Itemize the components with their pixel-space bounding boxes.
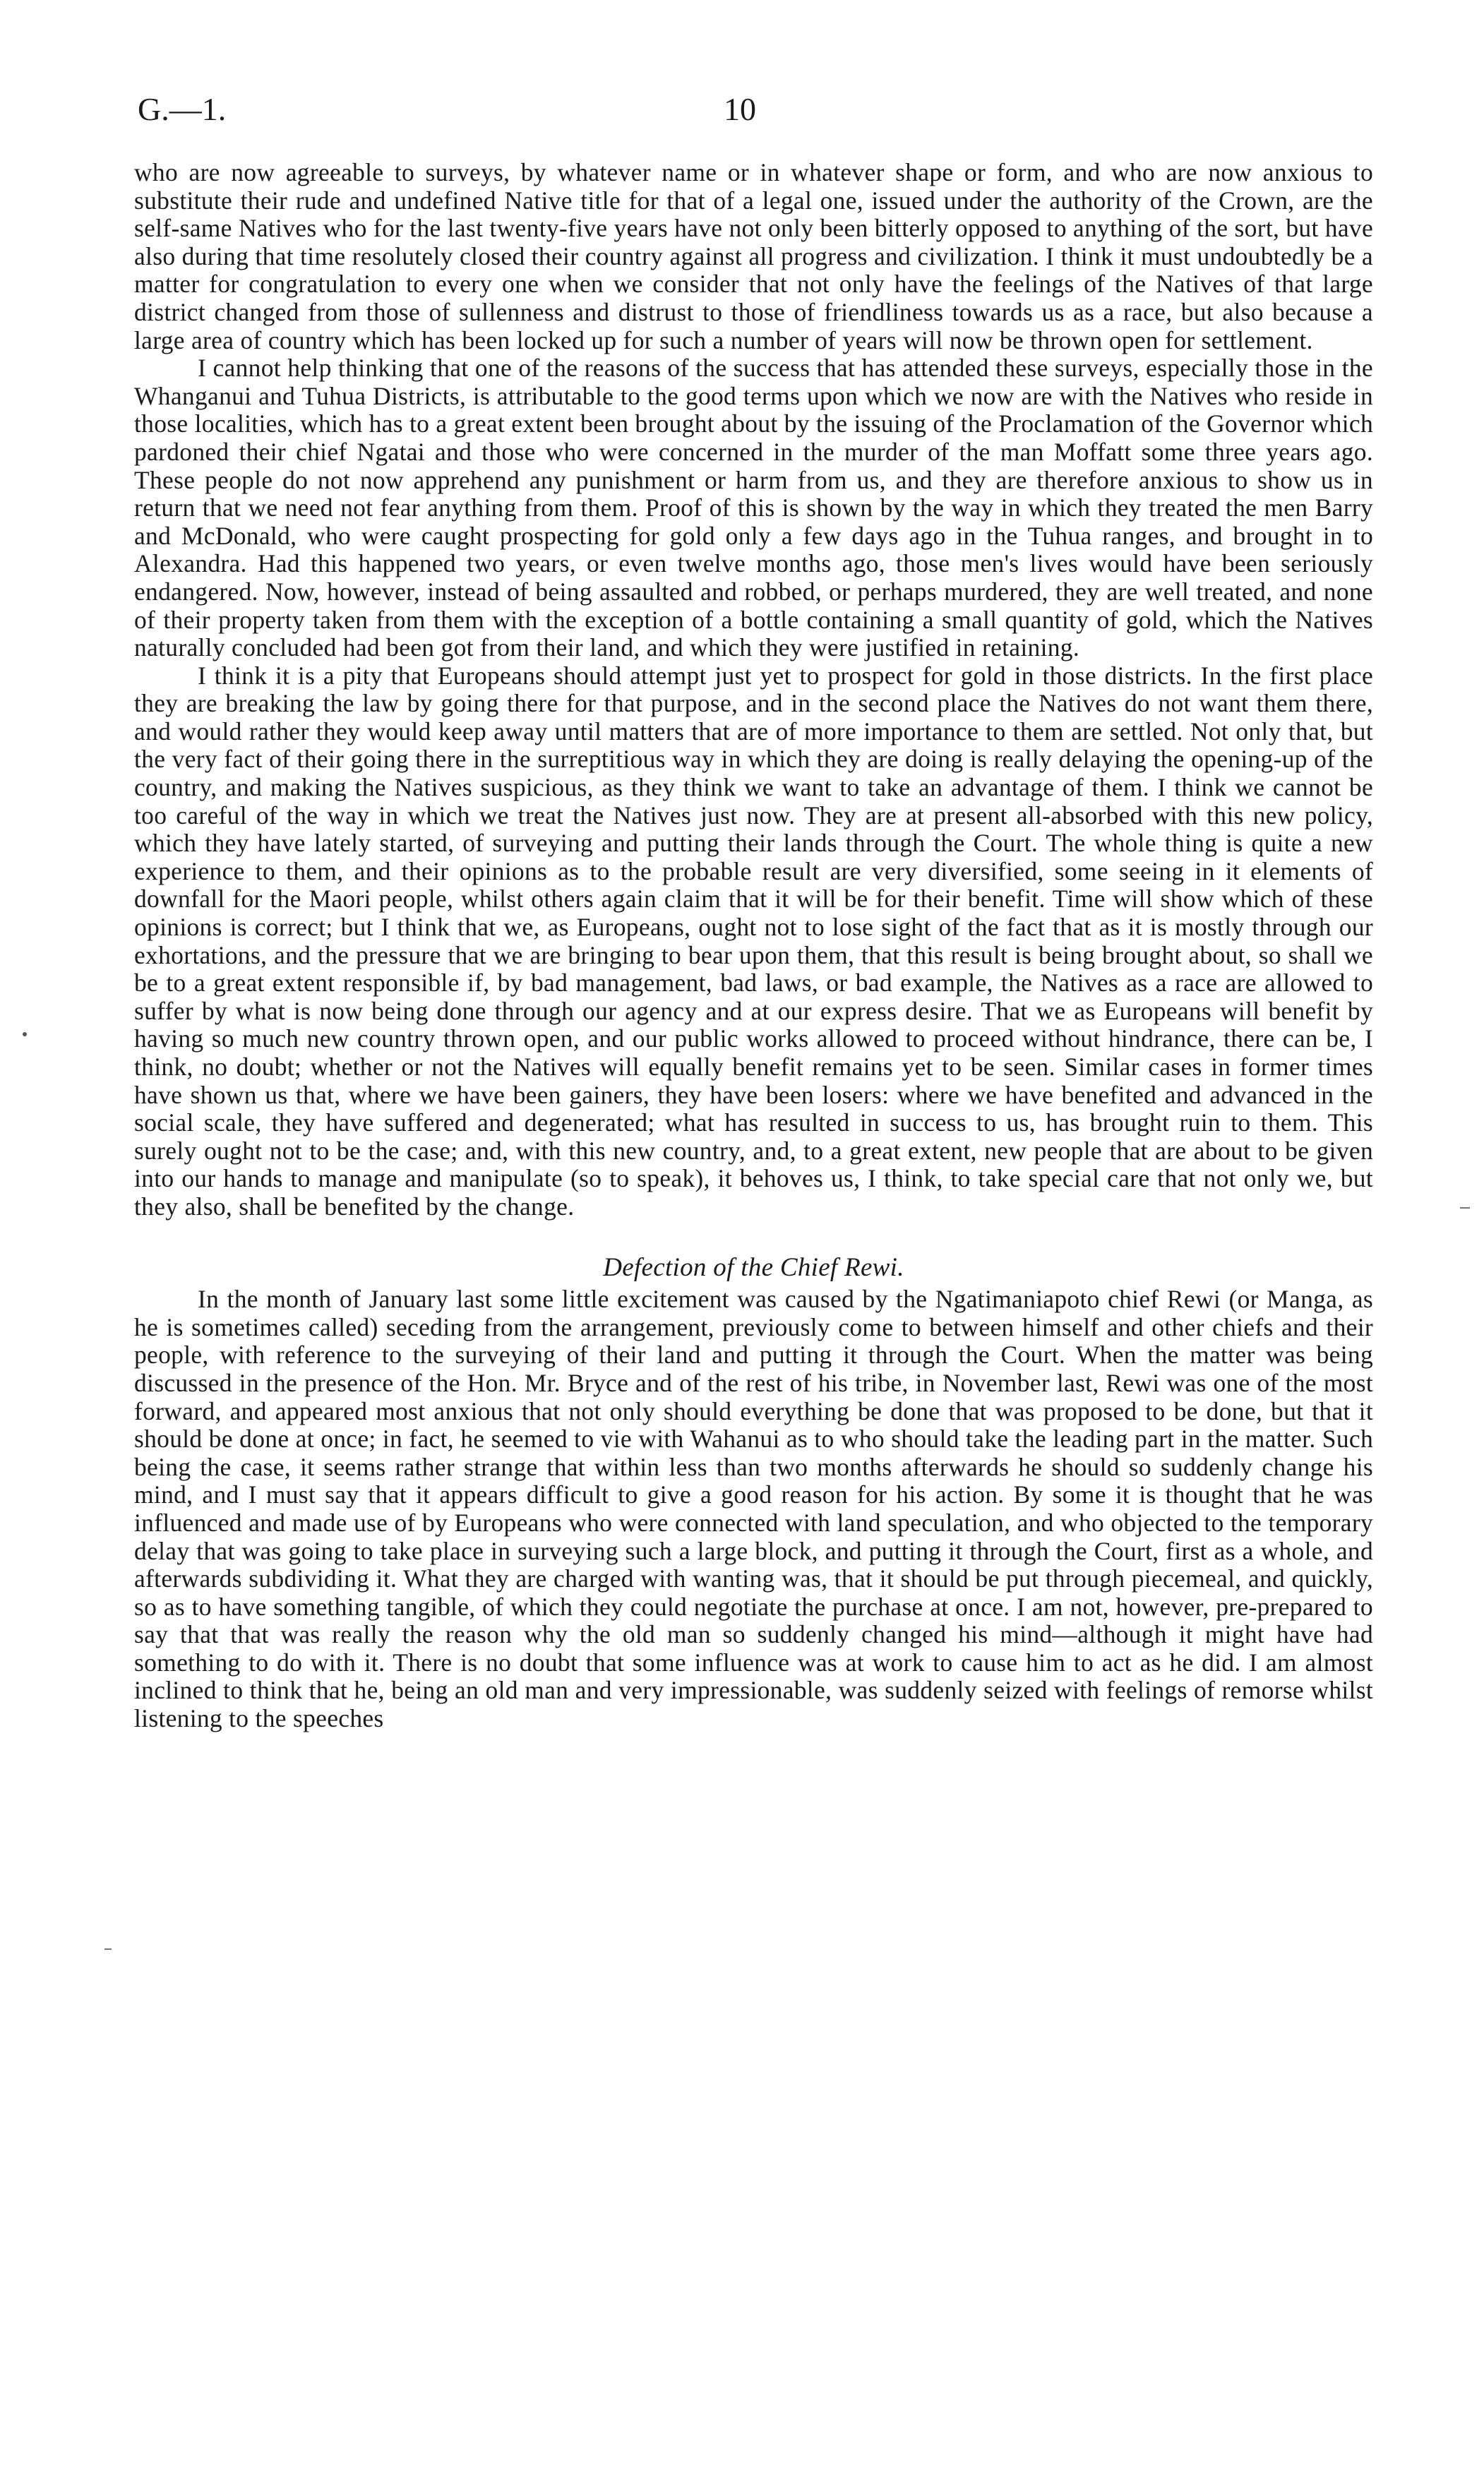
paragraph-rewi-defection: In the month of January last some little excitement was caused by the Ngatimaniapoto chief Rewi (or Manga, as he is sometimes called) seceding from the arrangement, previously come to between himself and other chiefs and their people, with reference to the surveying of their land and putting it through the Court. When the matter was being discussed in the presence of the Hon. Mr. Bryce and of the rest of his tribe, in November last, Rewi was one of the most forward, and appeared most anxious that not only should everything be done that was proposed to be done, but that it should be done at once; in fact, he seemed to vie with Wahanui as to who should take the leading part in the matter. Such being the case, it seems rather strange that within less than two months afterwards he should so suddenly change his mind, and I must say that it appears difficult to give a good reason for his action. By some it is thought that he was influenced and made use of by Europeans who were connected with land speculation, and who objected to the temporary delay that was going to take place in surveying such a large block, and putting it through the Court, first as a whole, and afterwards subdividing it. What they are charged with wanting was, that it should be put through piecemeal, and quickly, so as to have something tangible, of which they could negotiate the purchase at once. I am not, however, pre-prepared to say that that was really the reason why the old man so suddenly changed his mind—although it might have had something to do with it. There is no doubt that some influence was at work to cause him to act as he did. I am almost inclined to think that he, being an old man and very impressionable, was suddenly seized with feelings of remorse whilst listening to the speeches	[134, 1285, 1373, 1733]
document-reference: G.—1.	[138, 91, 227, 127]
page-header	[131, 90, 1350, 140]
margin-tick-mark	[104, 1948, 112, 1950]
section-heading: Defection of the Chief Rewi.	[603, 1252, 904, 1282]
page-number: 10	[724, 91, 756, 127]
margin-dot-mark	[23, 1032, 27, 1036]
paragraph-gold-prospecting: I think it is a pity that Europeans should attempt just yet to prospect for gold in those districts. In the first place they are breaking the law by going there for that purpose, and in the second place the Natives do not want them there, and would rather they would keep away until matters that are of more importance to them are settled. Not only that, but the very fact of their going there in the surreptitious way in which they are doing is really delaying the opening-up of the country, and making the Natives suspicious, as they think we want to take an advantage of them. I think we cannot be too careful of the way in which we treat the Natives just now. They are at present all-absorbed with this new policy, which they have lately started, of surveying and putting their lands through the Court. The whole thing is quite a new experience to them, and their opinions as to the probable result are very diversified, some seeing in it elements of downfall for the Maori people, whilst others again claim that it will be for their benefit. Time will show which of these opinions is correct; but I think that we, as Europeans, ought not to lose sight of the fact that as it is mostly through our exhortations, and the pressure that we are bringing to bear upon them, that this result is being brought about, so shall we be to a great extent responsible if, by bad management, bad laws, or bad example, the Natives as a race are allowed to suffer by what is now being done through our agency and at our express desire. That we as Europeans will benefit by having so much new country thrown open, and our public works allowed to proceed without hindrance, there can be, I think, no doubt; whether or not the Natives will equally benefit remains yet to be seen. Similar cases in former times have shown us that, where we have been gainers, they have been losers: where we have benefited and advanced in the social scale, they have suffered and degenerated; what has resulted in success to us, has brought ruin to them. This surely ought not to be the case; and, with this new country, and, to a great extent, new people that are about to be given into our hands to manage and manipulate (so to speak), it behoves us, I think, to take special care that not only we, but they also, shall be benefited by the change.	[134, 661, 1373, 1221]
margin-dash-mark	[1460, 1207, 1470, 1209]
paragraph-continuation: who are now agreeable to surveys, by whatever name or in whatever shape or form, and who are now anxious to substitute their rude and undefined Native title for that of a legal one, issued under the authority of the Crown, are the self-same Natives who for the last twenty-five years have not only been bitterly opposed to anything of the sort, but have also during that time resolutely closed their country against all progress and civilization. I think it must undoubtedly be a matter for congratulation to every one when we consider that not only have the feelings of the Natives of that large district changed from those of sullenness and distrust to those of friendliness towards us as a race, but also because a large area of country which has been locked up for such a number of years will now be thrown open for settlement.	[134, 158, 1373, 354]
paragraph-surveys-success: I cannot help thinking that one of the reasons of the success that has attended these surveys, especially those in the Whanganui and Tuhua Districts, is attributable to the good terms upon which we now are with the Natives who reside in those localities, which has to a great extent been brought about by the issuing of the Proclamation of the Governor which pardoned their chief Ngatai and those who were concerned in the murder of the man Moffatt some three years ago. These people do not now apprehend any punishment or harm from us, and they are therefore anxious to show us in return that we need not fear anything from them. Proof of this is shown by the way in which they treated the men Barry and McDonald, who were caught prospecting for gold only a few days ago in the Tuhua ranges, and brought in to Alexandra. Had this happened two years, or even twelve months ago, those men's lives would have been seriously endangered. Now, however, instead of being assaulted and robbed, or perhaps murdered, they are well treated, and none of their property taken from them with the exception of a bottle containing a small quantity of gold, which the Natives naturally concluded had been got from their land, and which they were justified in retaining.	[134, 354, 1373, 662]
body-text	[134, 159, 1373, 1733]
